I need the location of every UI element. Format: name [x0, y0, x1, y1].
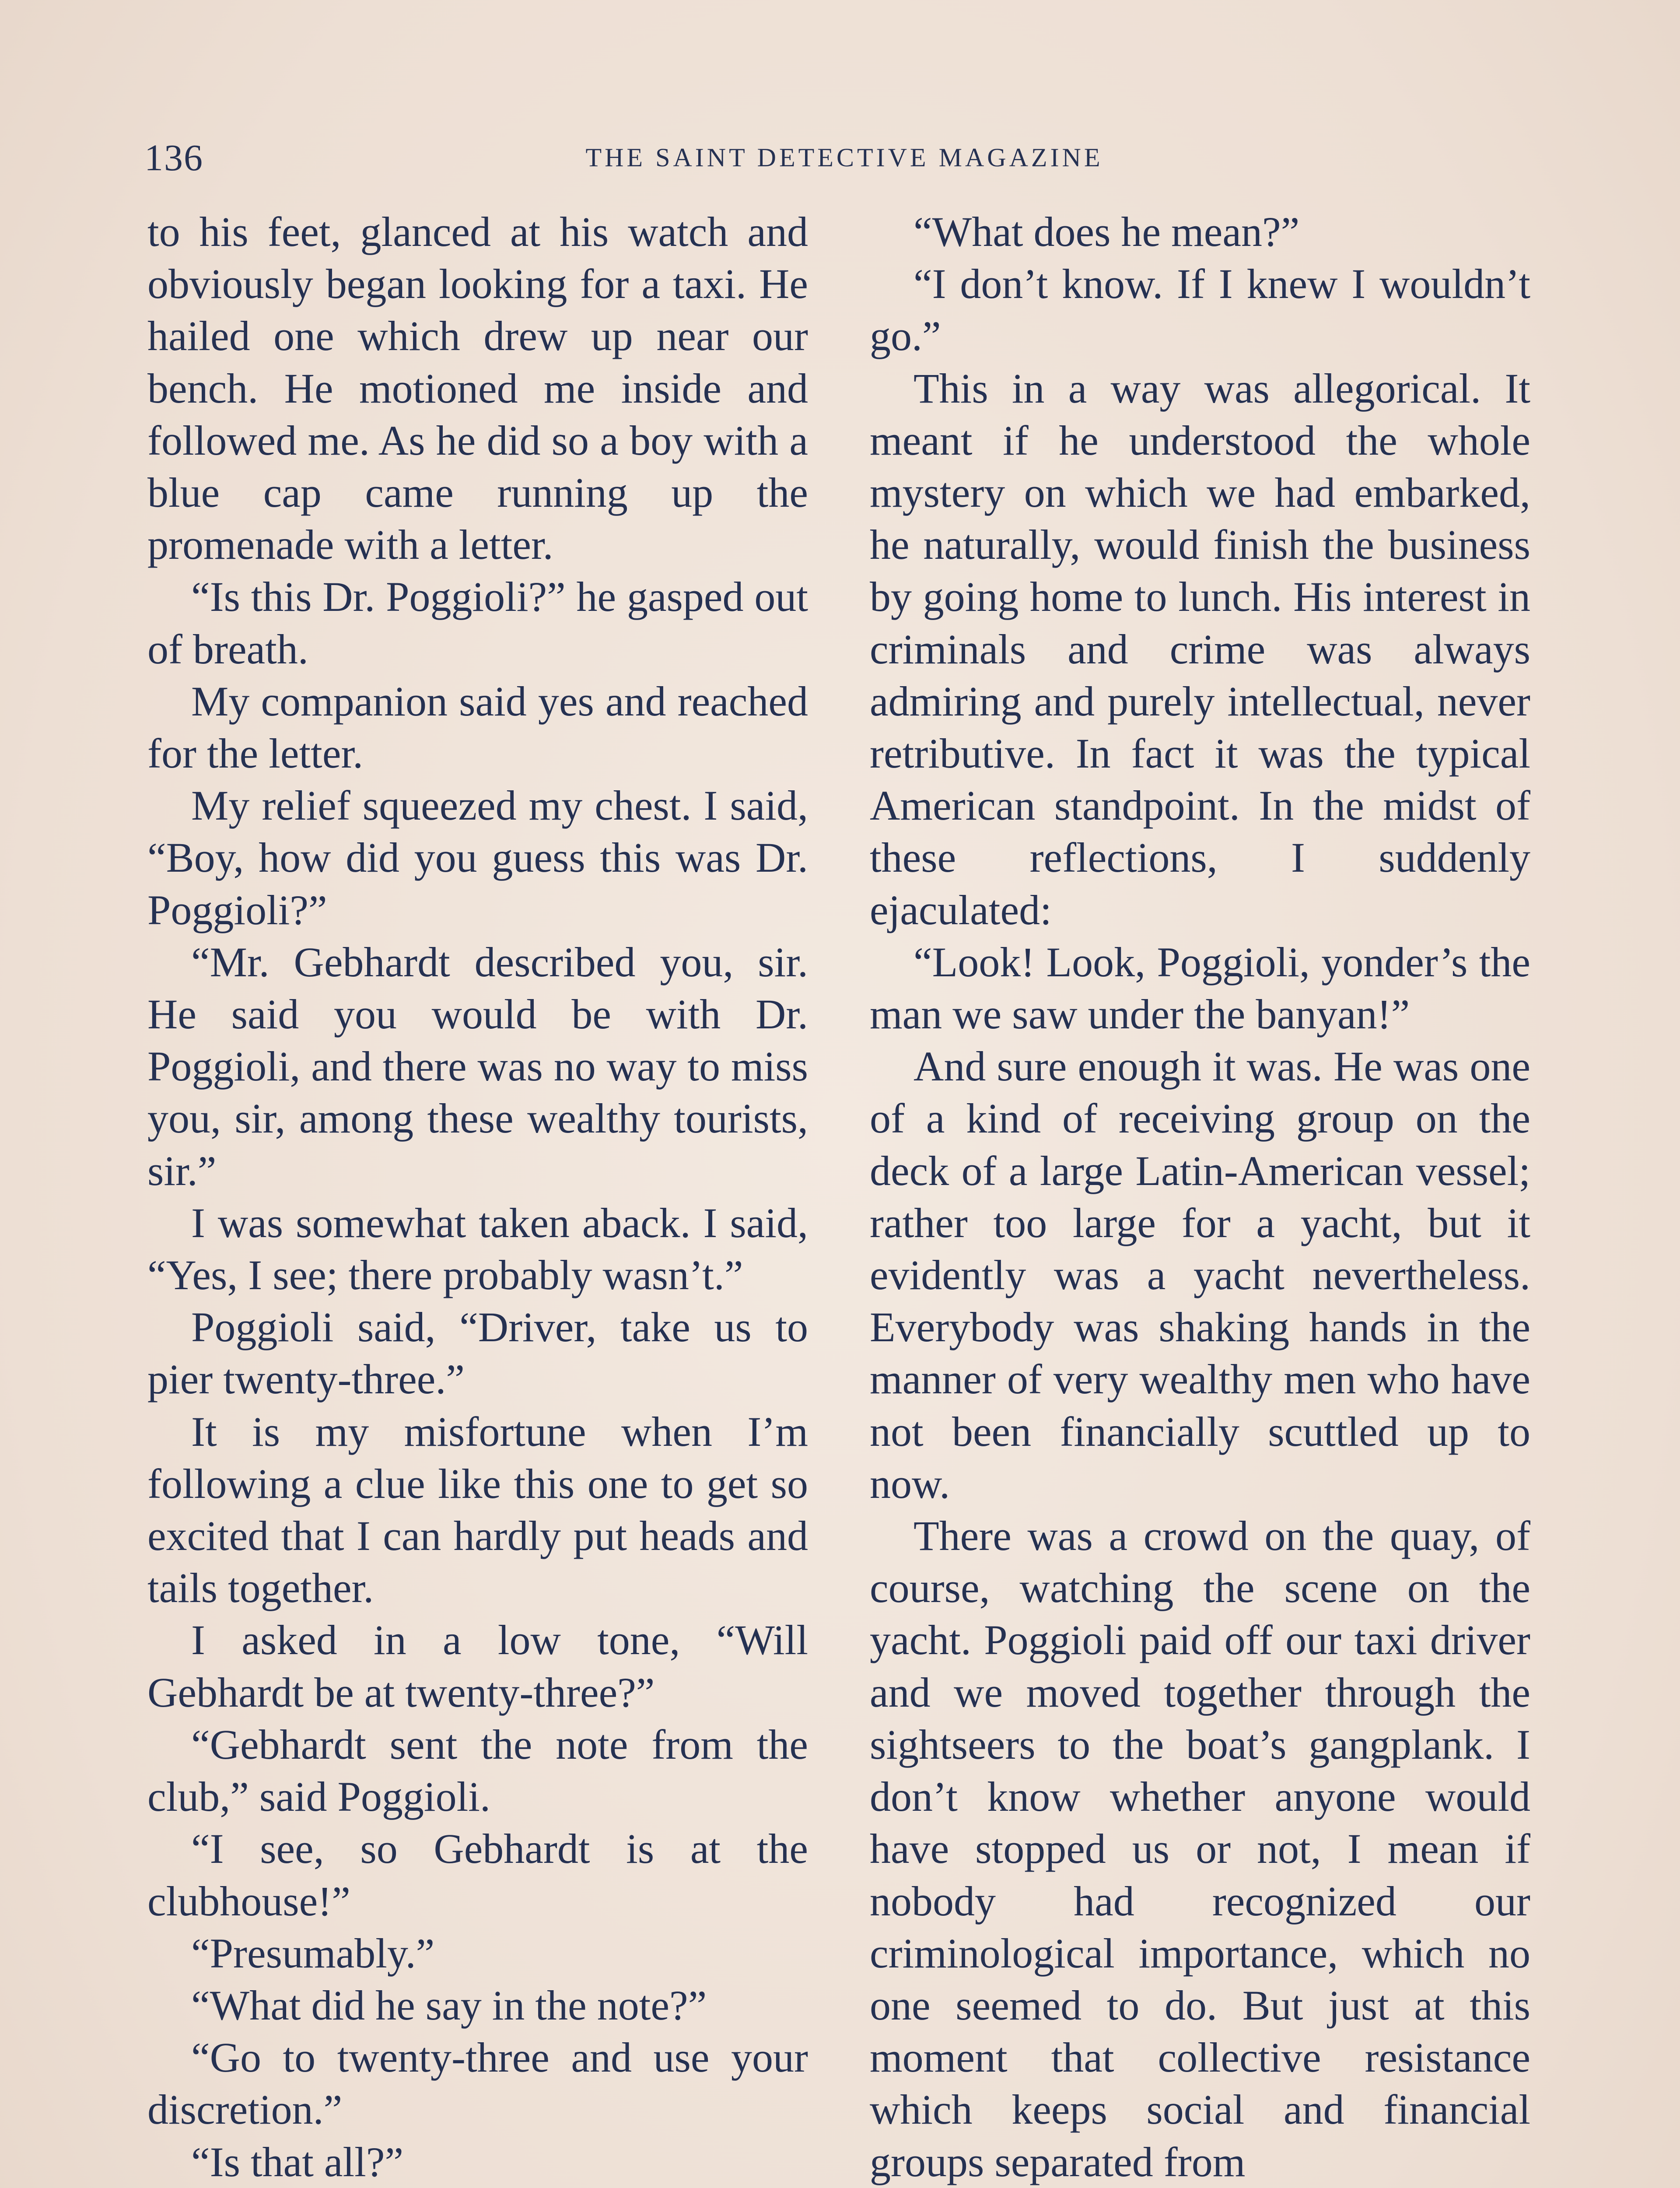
paragraph: “I see, so Gebhardt is at the clubhouse!”: [147, 1825, 808, 1925]
paragraph: I was somewhat taken aback. I said, “Yes, I see; there probably wasn’t.”: [147, 1199, 808, 1299]
paragraph: There was a crowd on the quay, of course, watching the scene on the yacht. Poggioli paid off our taxi driver and we moved together through the sightseers to the boat’s gangplank. I don’t know whether anyone would have stopped us or not, I mean if nobody had recognized our criminological importance, which no one seemed to do. But just at this moment that collective resistance which keeps social and financial groups separated from: [870, 1512, 1530, 2185]
running-title: THE SAINT DETECTIVE MAGAZINE: [585, 143, 1103, 172]
page-number: 136: [144, 137, 203, 179]
paragraph: Poggioli said, “Driver, take us to pier twenty-three.”: [147, 1304, 808, 1403]
paragraph: to his feet, glanced at his watch and obviously began looking for a taxi. He hailed one which drew up near our bench. He motioned me inside and followed me. As he did so a boy with a blue cap came running up the promenade with a letter.: [147, 208, 808, 568]
paragraph: And sure enough it was. He was one of a kind of receiving group on the deck of a large Latin-American vessel; rather too large for a yacht, but it evidently was a yacht nevertheless. Everybody was shaking hands in the manner of very wealthy men who have not been financially scuttled up to now.: [870, 1043, 1530, 1507]
paragraph: This in a way was allegorical. It meant if he understood the whole mystery on which we had embarked, he naturally, would finish the business by going home to lunch. His interest in criminals and crime was always admiring and purely intellectual, never retributive. In fact it was the typical American standpoint. In the midst of these reflections, I suddenly ejaculated:: [870, 365, 1530, 933]
paragraph: “Mr. Gebhardt described you, sir. He said you would be with Dr. Poggioli, and there was no way to miss you, sir, among these wealthy tourists, sir.”: [147, 938, 808, 1194]
paragraph: “Gebhardt sent the note from the club,” said Poggioli.: [147, 1721, 808, 1820]
paragraph: My relief squeezed my chest. I said, “Boy, how did you guess this was Dr. Poggioli?”: [147, 782, 808, 933]
paragraph: “Look! Look, Poggioli, yonder’s the man we saw under the banyan!”: [870, 938, 1530, 1038]
paragraph: “Is this Dr. Poggioli?” he gasped out of breath.: [147, 573, 808, 673]
paragraph: I asked in a low tone, “Will Gebhardt be at twenty-three?”: [147, 1616, 808, 1716]
right-column: [870, 206, 1530, 2188]
paragraph: “What did he say in the note?”: [191, 1981, 707, 2029]
paragraph: “Presumably.”: [191, 1929, 435, 1977]
paragraph: “I don’t know. If I knew I wouldn’t go.”: [870, 260, 1530, 360]
paragraph: “Go to twenty-three and use your discretion.”: [147, 2034, 808, 2133]
paragraph: “What does he mean?”: [914, 208, 1300, 255]
left-column: [147, 206, 808, 2188]
paragraph: My companion said yes and reached for the letter.: [147, 677, 808, 777]
paragraph: “Is that all?”: [191, 2138, 404, 2185]
page-header: [144, 133, 1544, 182]
paragraph: It is my misfortune when I’m following a clue like this one to get so excited that I can hardly put heads and tails together.: [147, 1408, 808, 1612]
